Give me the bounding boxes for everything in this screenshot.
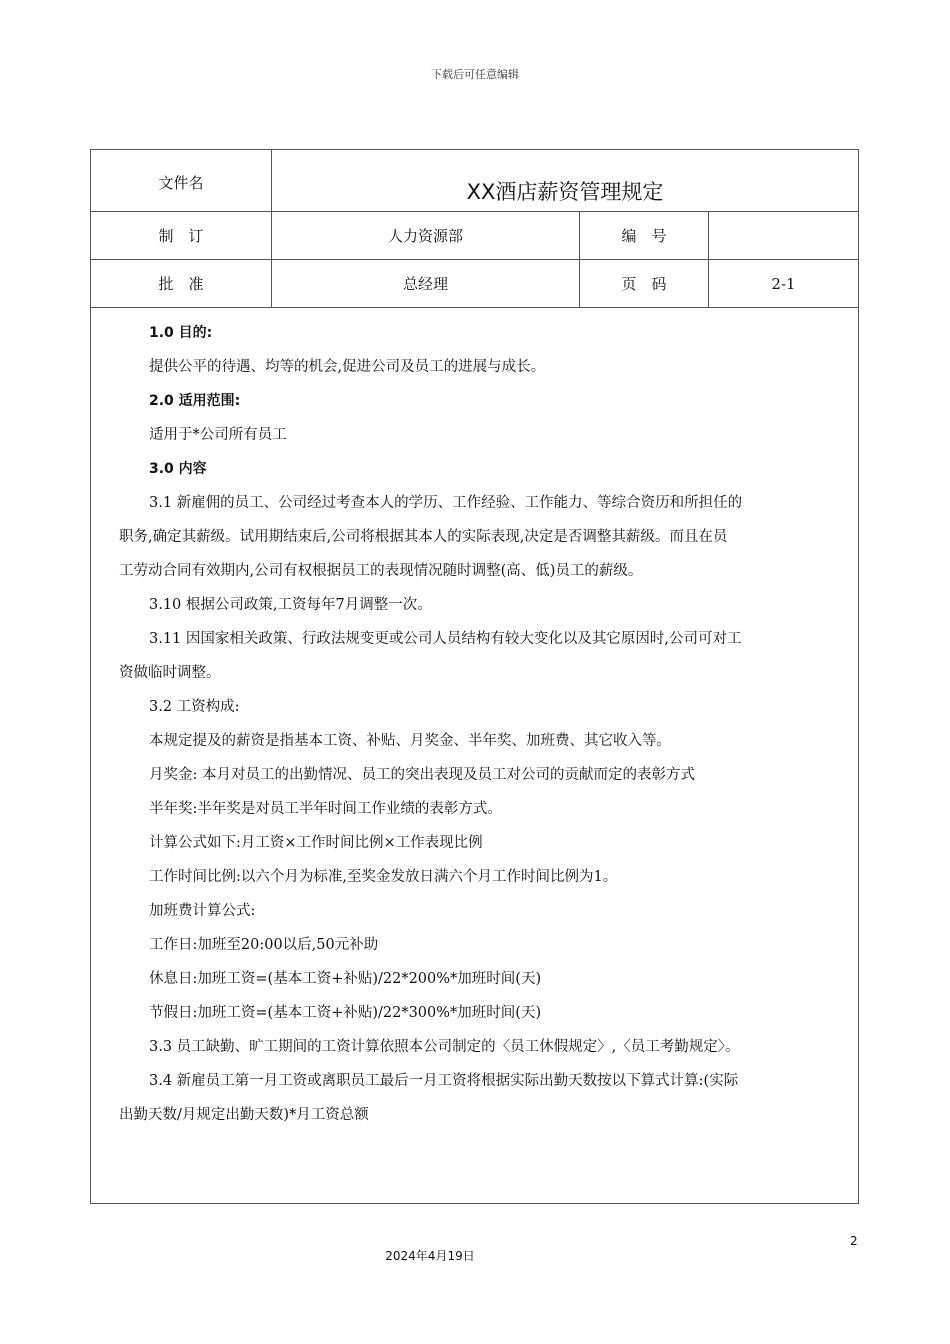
header-note: 下载后可任意编辑 (431, 68, 519, 81)
section-heading: 3.0 内容 (149, 461, 207, 477)
made-value: 人力资源部 (272, 212, 580, 259)
section-heading: 1.0 目的: (149, 325, 213, 341)
paragraph-line: 3.3 员工缺勤、旷工期间的工资计算依照本公司制定的〈员工休假规定〉,〈员工考勤规定〉。 (149, 1039, 740, 1055)
paragraph-line: 工作时间比例:以六个月为标准,至奖金发放日满六个月工作时间比例为1。 (149, 869, 618, 885)
document-body (91, 308, 858, 1132)
made-label: 制 订 (91, 212, 272, 259)
paragraph-line: 计算公式如下:月工资×工作时间比例×工作表现比例 (149, 835, 483, 851)
paragraph-line: 3.1 新雇佣的员工、公司经过考查本人的学历、工作经验、工作能力、等综合资历和所担任的 (149, 495, 743, 511)
paragraph-line: 休息日:加班工资=(基本工资+补贴)/22*200%*加班时间(天) (149, 971, 542, 987)
paragraph-line: 工劳动合同有效期内,公司有权根据员工的表现情况随时调整(高、低)员工的薪级。 (119, 563, 643, 579)
paragraph-line: 工作日:加班至20:00以后,50元补助 (149, 937, 379, 953)
paragraph-line: 加班费计算公式: (149, 903, 256, 919)
table-row-approve (91, 260, 858, 308)
document-title: XX酒店薪资管理规定 (466, 180, 664, 204)
number-value (709, 212, 858, 259)
table-row-made (91, 212, 858, 260)
paragraph-line: 职务,确定其薪级。试用期结束后,公司将根据其本人的实际表现,决定是否调整其薪级。而且在员 (119, 529, 728, 545)
paragraph-line: 提供公平的待遇、均等的机会,促进公司及员工的进展与成长。 (149, 359, 546, 375)
page-number: 2 (850, 1234, 858, 1248)
paragraph-line: 本规定提及的薪资是指基本工资、补贴、月奖金、半年奖、加班费、其它收入等。 (149, 733, 671, 749)
paragraph-line: 月奖金: 本月对员工的出勤情况、员工的突出表现及员工对公司的贡献而定的表彰方式 (149, 767, 695, 783)
paragraph-line: 半年奖:半年奖是对员工半年时间工作业绩的表彰方式。 (149, 801, 502, 817)
approve-label: 批 准 (91, 260, 272, 307)
footer-date: 2024年4月19日 (385, 1249, 475, 1263)
number-label: 编 号 (580, 212, 709, 259)
table-row-title (91, 150, 858, 212)
section-heading: 2.0 适用范围: (149, 393, 241, 409)
paragraph-line: 3.4 新雇员工第一月工资或离职员工最后一月工资将根据实际出勤天数按以下算式计算:(实际 (149, 1073, 739, 1089)
document-table (90, 149, 859, 1204)
paragraph-line: 3.2 工资构成: (149, 699, 240, 715)
page-value: 2-1 (771, 274, 796, 293)
approve-value: 总经理 (272, 260, 580, 307)
paragraph-line: 出勤天数/月规定出勤天数)*月工资总额 (119, 1107, 369, 1123)
paragraph-line: 3.11 因国家相关政策、行政法规变更或公司人员结构有较大变化以及其它原因时,公司可对工 (149, 631, 742, 647)
paragraph-line: 节假日:加班工资=(基本工资+补贴)/22*300%*加班时间(天) (149, 1005, 542, 1021)
file-name-label: 文件名 (91, 150, 272, 211)
page-label: 页 码 (580, 260, 709, 307)
paragraph-line: 适用于*公司所有员工 (149, 427, 287, 443)
paragraph-line: 3.10 根据公司政策,工资每年7月调整一次。 (149, 597, 432, 613)
paragraph-line: 资做临时调整。 (119, 665, 221, 681)
